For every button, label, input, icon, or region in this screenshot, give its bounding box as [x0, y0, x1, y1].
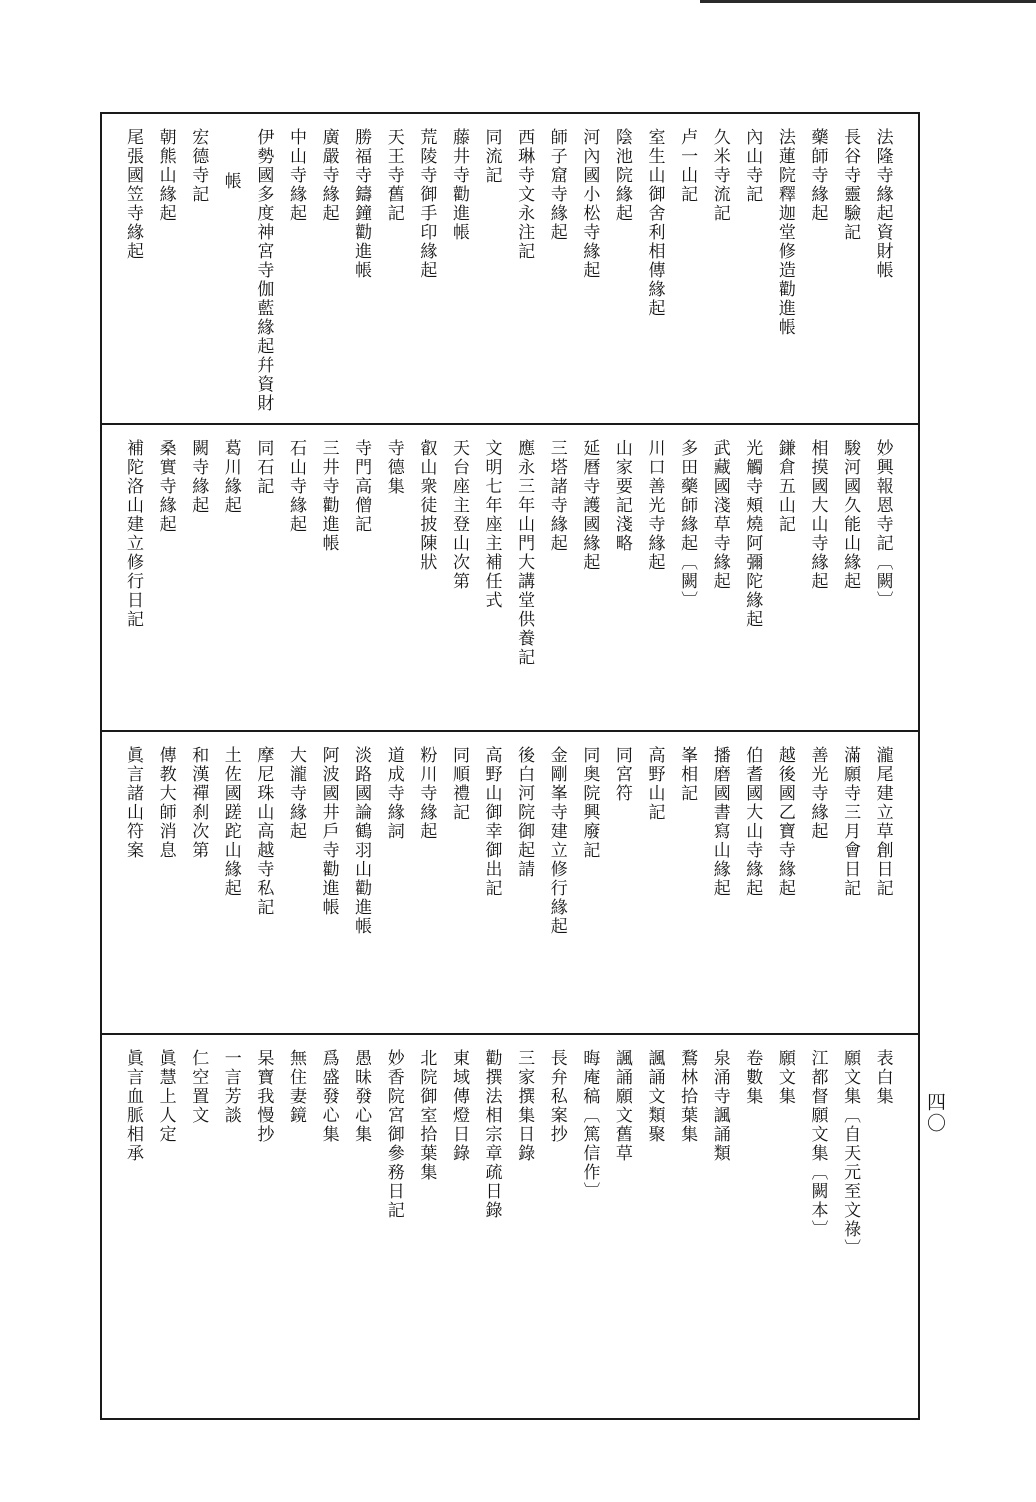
list-item: 朝熊山緣起	[155, 128, 176, 223]
section-2	[118, 425, 898, 729]
list-item: 師子窟寺緣起	[546, 128, 567, 242]
page-number: 四〇	[924, 1092, 946, 1134]
list-item: 鎌倉五山記	[774, 439, 795, 534]
list-item: 法隆寺緣起資財帳	[872, 128, 893, 280]
list-item: 高野山記	[644, 746, 665, 822]
list-item: 滿願寺三月會日記	[840, 746, 861, 898]
list-item: 晦庵稿〔篤信作〕	[579, 1049, 600, 1201]
list-item: 北院御室拾葉集	[416, 1049, 437, 1182]
list-item: 同流記	[481, 128, 502, 185]
list-item: 寺德集	[383, 439, 404, 496]
list-item: 藤井寺勸進帳	[448, 128, 469, 242]
section-4	[118, 1035, 898, 1419]
list-item: 同石記	[253, 439, 274, 496]
list-item: 內山寺記	[742, 128, 763, 204]
list-item: 粉川寺緣起	[416, 746, 437, 841]
list-item: 西琳寺文永注記	[514, 128, 535, 261]
list-item: 同順禮記	[448, 746, 469, 822]
list-item: 眞慧上人定	[155, 1049, 176, 1144]
list-item: 卢一山記	[677, 128, 698, 204]
section-1	[118, 114, 898, 422]
list-item: 杲寶我慢抄	[253, 1049, 274, 1144]
list-item: 三塔諸寺緣起	[546, 439, 567, 553]
list-item: 叡山衆徒披陳狀	[416, 439, 437, 572]
list-item: 妙香院宮御參務日記	[383, 1049, 404, 1220]
list-item: 駿河國久能山緣起	[840, 439, 861, 591]
list-item: 久米寺流記	[709, 128, 730, 223]
list-item: 室生山御舍利相傳緣起	[644, 128, 665, 318]
list-item: 鶩林拾葉集	[677, 1049, 698, 1144]
list-item: 光觸寺頰燒阿彌陀緣起	[742, 439, 763, 629]
list-item: 勝福寺鑄鐘勸進帳	[351, 128, 372, 280]
list-item: 無住妻鏡	[285, 1049, 306, 1125]
list-item: 天王寺舊記	[383, 128, 404, 223]
list-item: 荒陵寺御手印緣起	[416, 128, 437, 280]
list-item: 山家要記淺略	[611, 439, 632, 553]
list-item: 道成寺緣詞	[383, 746, 404, 841]
list-item: 長弁私案抄	[546, 1049, 567, 1144]
list-item: 表白集	[872, 1049, 893, 1106]
list-item: 江都督願文集〔闕本〕	[807, 1049, 828, 1239]
list-item: 同奥院興廢記	[579, 746, 600, 860]
list-item: 諷誦願文舊草	[611, 1049, 632, 1163]
list-item: 勸撰法相宗章疏日錄	[481, 1049, 502, 1220]
list-item: 藥師寺緣起	[807, 128, 828, 223]
list-item: 宏德寺記	[188, 128, 209, 204]
list-item: 長谷寺靈驗記	[840, 128, 861, 242]
list-item: 願文集	[774, 1049, 795, 1106]
list-item: 三家撰集日錄	[514, 1049, 535, 1163]
list-item: 延曆寺護國緣起	[579, 439, 600, 572]
list-item: 廣嚴寺緣起	[318, 128, 339, 223]
list-item: 越後國乙寶寺緣起	[774, 746, 795, 898]
list-item: 土佐國蹉跎山緣起	[220, 746, 241, 898]
list-item: 眞言諸山符案	[123, 746, 143, 860]
section-3	[118, 732, 898, 1032]
list-item: 和漢禪刹次第	[188, 746, 209, 860]
top-edge-mark	[700, 0, 1036, 17]
list-item: 仁空置文	[188, 1049, 209, 1125]
list-item: 伊勢國多度神宮寺伽藍緣起幷資財	[253, 128, 274, 413]
list-item: 瀧尾建立草創日記	[872, 746, 893, 898]
list-item: 寺門高僧記	[351, 439, 372, 534]
list-item: 石山寺緣起	[285, 439, 306, 534]
list-item: 爲盛發心集	[318, 1049, 339, 1144]
list-item: 闕寺緣起	[188, 439, 209, 515]
list-item: 應永三年山門大講堂供養記	[514, 439, 535, 667]
list-item: 葛川緣起	[220, 439, 241, 515]
list-item: 補陀洛山建立修行日記	[123, 439, 143, 629]
list-item: 卷數集	[742, 1049, 763, 1106]
list-item: 願文集〔自天元至文祿〕	[840, 1049, 861, 1258]
list-item: 桑實寺緣起	[155, 439, 176, 534]
list-item: 中山寺緣起	[285, 128, 306, 223]
list-item: 文明七年座主補任式	[481, 439, 502, 610]
list-item: 天台座主登山次第	[448, 439, 469, 591]
list-item: 淡路國論鶴羽山勸進帳	[351, 746, 372, 936]
list-item: 善光寺緣起	[807, 746, 828, 841]
list-item: 眞言血脈相承	[123, 1049, 143, 1163]
list-item: 後白河院御起請	[514, 746, 535, 879]
list-item: 播磨國書寫山緣起	[709, 746, 730, 898]
list-item: 多田藥師緣起〔闕〕	[677, 439, 698, 610]
list-item: 法蓮院釋迦堂修造勸進帳	[774, 128, 795, 337]
list-item: 泉涌寺諷誦類	[709, 1049, 730, 1163]
list-item: 三井寺勸進帳	[318, 439, 339, 553]
list-item: 武藏國淺草寺緣起	[709, 439, 730, 591]
list-item: 陰池院緣起	[611, 128, 632, 223]
list-item: 高野山御幸御出記	[481, 746, 502, 898]
list-item: 東域傳燈日錄	[448, 1049, 469, 1163]
list-item: 同宮符	[611, 746, 632, 803]
list-item: 阿波國井戶寺勸進帳	[318, 746, 339, 917]
list-item: 妙興報恩寺記〔闕〕	[872, 439, 893, 610]
list-item: 傳教大師消息	[155, 746, 176, 860]
list-item: 伯耆國大山寺緣起	[742, 746, 763, 898]
list-item: 金剛峯寺建立修行緣起	[546, 746, 567, 936]
list-item: 諷誦文類聚	[644, 1049, 665, 1144]
list-item: 愚昧發心集	[351, 1049, 372, 1144]
list-item: 一言芳談	[220, 1049, 241, 1125]
list-item-continuation: 帳	[220, 172, 241, 191]
list-item: 尾張國笠寺緣起	[123, 128, 143, 261]
list-item: 大瀧寺緣起	[285, 746, 306, 841]
list-item: 川口善光寺緣起	[644, 439, 665, 572]
list-item: 峯相記	[677, 746, 698, 803]
list-item: 相摸國大山寺緣起	[807, 439, 828, 591]
list-item: 摩尼珠山高越寺私記	[253, 746, 274, 917]
list-item: 河內國小松寺緣起	[579, 128, 600, 280]
